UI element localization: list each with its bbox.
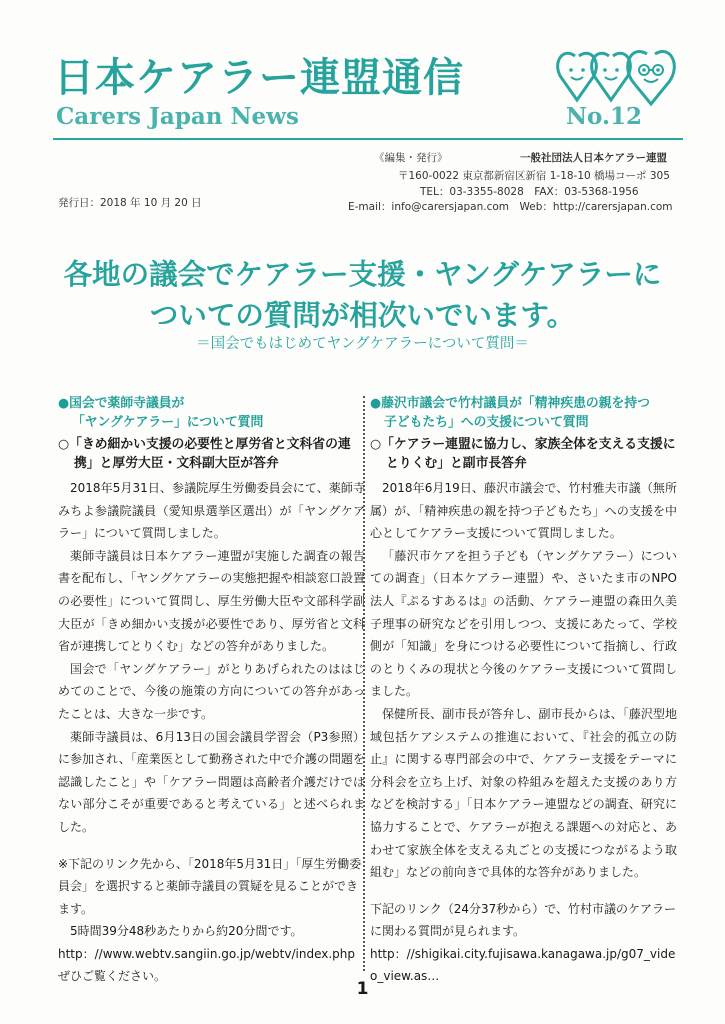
headline-line-1: 各地の議会でケアラー支援・ヤングケアラーに	[63, 258, 662, 291]
left-note-link[interactable]: http：//www.webtv.sangiin.go.jp/webtv/index.php ぜひご覧ください。	[58, 946, 356, 984]
newsletter-title: 日本ケアラー連盟通信	[54, 55, 464, 101]
right-paragraph: 保健所長、副市長が答弁し、副市長からは、「藤沢型地域包括ケアシステムの推進において、『社会的孤立の防止』に関する専門部会の中で、ケアラー支援をテーマに分科会を立ち上げ、対象の枠組みを超えた支援のあり方などを検討する」「日本ケアラー連盟などの調査、研究に協力することで、ケアラーが抱える課題への対応と、あわせて家族全体を支える丸ごとの支援につながるよう取組む」などの前向きで具体的な答弁がありました。	[370, 706, 677, 880]
publisher-contact: E-mail：info@carersjapan.com Web：http://carersjapan.com	[348, 201, 673, 213]
left-section-title-line-2: 「ヤングケアラー」について質問	[72, 415, 264, 430]
right-note-link[interactable]: http：//shigikai.city.fujisawa.kanagawa.jp/g07_video_view.as…	[370, 946, 676, 984]
left-note: ※下記のリンク先から、「2018年5月31日」「厚生労働委員会」を選択すると薬師寺議員の質疑を見ることができます。	[58, 856, 362, 916]
left-section-title-line-1: ●国会で薬師寺議員が	[58, 396, 185, 411]
right-paragraph: 2018年6月19日、藤沢市議会で、竹村雅夫市議（無所属）が、「精神疾患の親を持つ子どもたち」への支援を中心としてケアラー支援について質問しました。	[370, 481, 677, 541]
left-subtitle: ○「きめ細かい支援の必要性と厚労省と文科省の連携」と厚労大臣・文科副大臣が答弁	[58, 437, 351, 471]
right-section-title-line-2: 子どもたち」への支援について質問	[384, 415, 589, 430]
masthead-rule	[53, 138, 683, 140]
right-note: 下記のリンク（24分37秒から）で、竹村市議のケアラーに関わる質問が見られます。	[370, 901, 677, 939]
left-paragraph: 薬師寺議員は日本ケアラー連盟が実施した調査の報告書を配布し、「ヤングケアラーの実態把握や相談窓口設置の必要性」について質問し、厚生労働大臣や文部科学副大臣が「きめ細かい支援が必要性であり、厚労省と文科省が連携してとりくむ」などの答弁がありました。	[58, 548, 365, 654]
article-subheadline: ＝国会でもはじめてヤングケアラーについて質問＝	[196, 336, 529, 352]
right-section-title-line-1: ●藤沢市議会で竹村議員が「精神疾患の親を持つ	[370, 396, 650, 411]
left-paragraph: 薬師寺議員は、6月13日の国会議員学習会（P3参照）に参加され、「産業医として勤務された中で介護の問題を認識したこと」や「ケアラー問題は高齢者介護だけではない部分こそが重要であると考えている」と述べられました。	[58, 729, 365, 834]
headline-line-2: ついての質問が相次いでいます。	[149, 299, 576, 332]
issue-date: 発行日：2018 年 10 月 20 日	[58, 197, 202, 209]
right-subtitle: ○「ケアラー連盟に協力し、家族全体を支える支援にとりくむ」と副市長答弁	[370, 437, 676, 471]
left-section-title	[58, 394, 365, 432]
publisher-address: 〒160-0022 東京都新宿区新宿 1-18-10 橋場コーポ 305	[398, 170, 670, 182]
issue-number: No.12	[566, 103, 642, 130]
right-paragraph: 「藤沢市ケアを担う子ども（ヤングケアラー）についての調査」（日本ケアラー連盟）や、さいたま市のNPO法人『ぷるすあるは』の活動、ケアラー連盟の森田久美子理事の研究などを引用しつつ、支援にあたって、学校側が「知識」を身につける必要性について指摘し、行政のとりくみの現状と今後のケアラー支援について質問しました。	[370, 548, 677, 699]
page-number: 1	[356, 979, 369, 999]
right-section-title	[370, 394, 677, 432]
column-divider	[363, 396, 365, 971]
left-paragraph: 国会で「ヤングケアラー」がとりあげられたのははじめてのことで、今後の施策の方向についての答弁があったことは、大きな一歩です。	[58, 661, 365, 721]
article-headline	[0, 254, 725, 336]
left-column	[58, 394, 365, 988]
publisher-role: 《編集・発行》	[374, 152, 448, 164]
right-column	[370, 394, 677, 988]
publisher-tel-fax: TEL：03-3355-8028 FAX：03-5368-1956	[420, 186, 639, 198]
newsletter-subtitle: Carers Japan News	[56, 103, 299, 130]
left-note-time: 5時間39分48秒あたりから約20分間です。	[70, 924, 303, 939]
publisher-org: 一般社団法人日本ケアラー連盟	[520, 152, 667, 164]
left-paragraph: 2018年5月31日、参議院厚生労働委員会にて、薬師寺みちよ参議院議員（愛知県選挙区選出）が「ヤングケアラー」について質問しました。	[58, 481, 365, 541]
carers-faces-logo	[553, 44, 685, 110]
